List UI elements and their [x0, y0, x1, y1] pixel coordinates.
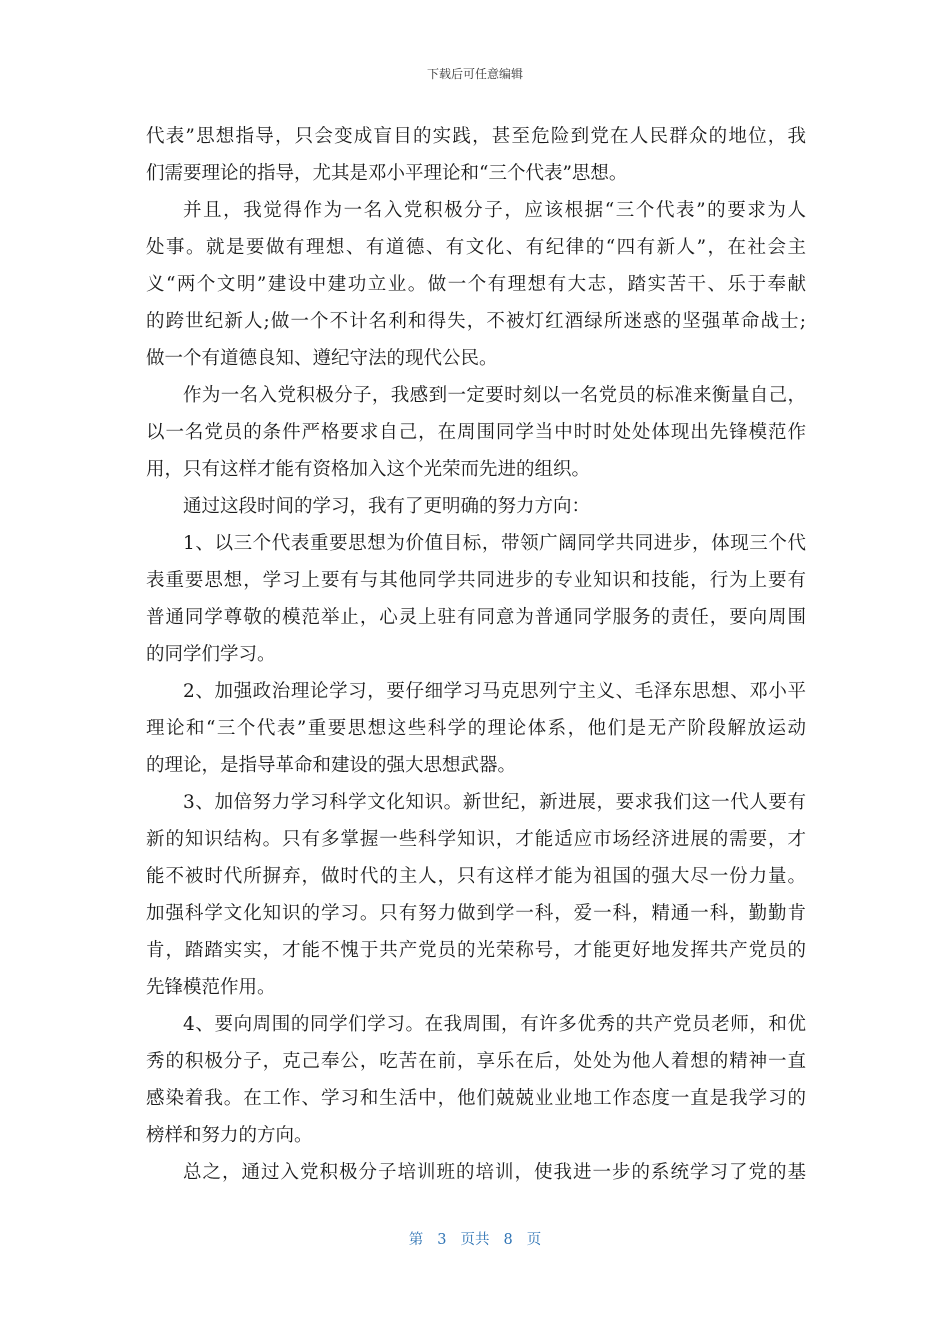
page-header [0, 66, 950, 82]
text-line: 以一名党员的条件严格要求自己，在周围同学当中时时处处体现出先锋模范作 [146, 422, 806, 443]
text-line: 处事。就是要做有理想、有道德、有文化、有纪律的“四有新人”，在社会主 [146, 237, 806, 258]
text-line: 榜样和努力的方向。 [146, 1125, 313, 1146]
text-line: 做一个有道德良知、遵纪守法的现代公民。 [146, 348, 498, 369]
text-line: 义“两个文明”建设中建功立业。做一个有理想有大志，踏实苦干、乐于奉献 [146, 274, 806, 295]
text-line: 新的知识结构。只有多掌握一些科学知识，才能适应市场经济进展的需要，才 [146, 829, 806, 850]
text-line: 总之，通过入党积极分子培训班的培训，使我进一步的系统学习了党的基 [183, 1162, 806, 1183]
footer-prefix: 第 [408, 1232, 424, 1248]
text-line: 能不被时代所摒弃，做时代的主人，只有这样才能为祖国的强大尽一份力量。 [146, 866, 806, 887]
text-line: 普通同学尊敬的模范举止，心灵上驻有同意为普通同学服务的责任，要向周围 [146, 607, 806, 628]
text-line: 的跨世纪新人;做一个不计名利和得失，不被灯红酒绿所迷惑的坚强革命战士; [146, 311, 806, 332]
text-line: 的同学们学习。 [146, 644, 276, 665]
document-body [146, 118, 806, 1191]
text-line: 感染着我。在工作、学习和生活中，他们兢兢业业地工作态度一直是我学习的 [146, 1088, 806, 1109]
text-line: 先锋模范作用。 [146, 977, 276, 998]
footer-current-page: 3 [437, 1232, 447, 1248]
text-line: 用，只有这样才能有资格加入这个光荣而先进的组织。 [146, 459, 591, 480]
text-line: 4、要向周围的同学们学习。在我周围，有许多优秀的共产党员老师，和优 [183, 1014, 806, 1035]
header-text: 下载后可任意编辑 [426, 67, 523, 81]
footer-suffix: 页 [526, 1232, 542, 1248]
footer-middle: 页共 [460, 1232, 490, 1248]
text-line: 通过这段时间的学习，我有了更明确的努力方向： [183, 496, 591, 517]
footer-total-pages: 8 [503, 1232, 513, 1248]
text-line: 作为一名入党积极分子，我感到一定要时刻以一名党员的标准来衡量自己， [183, 385, 806, 406]
text-line: 2、加强政治理论学习，要仔细学习马克思列宁主义、毛泽东思想、邓小平 [183, 681, 806, 702]
text-line: 们需要理论的指导，尤其是邓小平理论和“三个代表”思想。 [146, 163, 628, 184]
text-line: 并且，我觉得作为一名入党积极分子，应该根据“三个代表”的要求为人 [183, 200, 806, 221]
text-line: 加强科学文化知识的学习。只有努力做到学一科，爱一科，精通一科，勤勤肯 [146, 903, 806, 924]
text-line: 3、加倍努力学习科学文化知识。新世纪，新进展，要求我们这一代人要有 [183, 792, 806, 813]
text-line: 理论和“三个代表”重要思想这些科学的理论体系，他们是无产阶段解放运动 [146, 718, 806, 739]
text-line: 1、以三个代表重要思想为价值目标，带领广阔同学共同进步，体现三个代 [183, 533, 806, 554]
text-line: 秀的积极分子，克己奉公，吃苦在前，享乐在后，处处为他人着想的精神一直 [146, 1051, 806, 1072]
text-line: 的理论，是指导革命和建设的强大思想武器。 [146, 755, 517, 776]
text-line: 代表”思想指导，只会变成盲目的实践，甚至危险到党在人民群众的地位，我 [146, 126, 806, 147]
text-line: 肯，踏踏实实，才能不愧于共产党员的光荣称号，才能更好地发挥共产党员的 [146, 940, 806, 961]
page-footer [0, 1231, 950, 1249]
text-line: 表重要思想，学习上要有与其他同学共同进步的专业知识和技能，行为上要有 [146, 570, 806, 591]
